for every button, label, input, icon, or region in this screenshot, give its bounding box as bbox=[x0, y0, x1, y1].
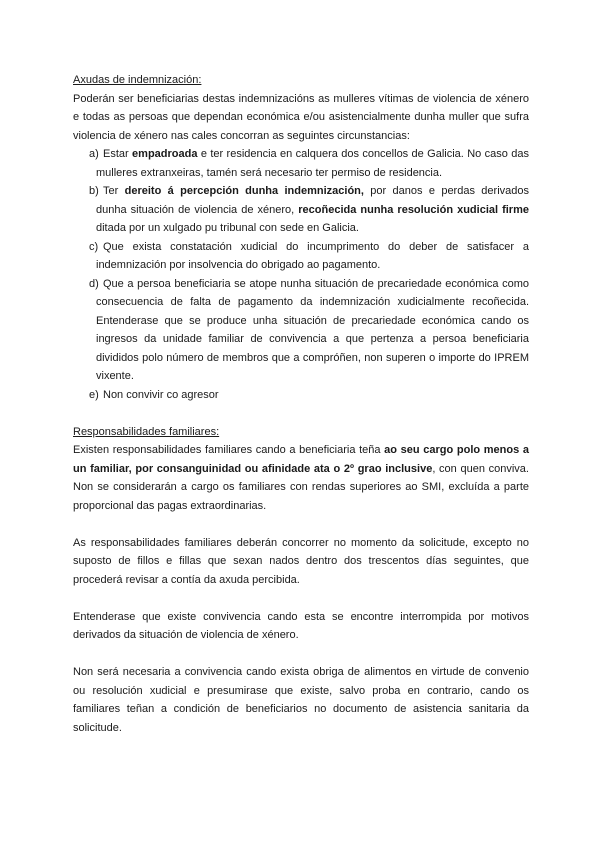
item-text: Que a persoa beneficiaria se atope nunha situación de precariedade económica como consecuencia de falta de pagamento da indemnización xudicialmente recoñecida. Entenderase que se produce unha situación de precariedade económica cando os ingresos da unidade familiar de convivencia a que pertenza a persoa beneficiaria divididos polo número de membros que a compróñen, non superen o importe do IPREM vixente. bbox=[96, 277, 529, 382]
section-intro: Poderán ser beneficiarias destas indemnizacións as mulleres vítimas de violencia de xénero e todas as persoas que dependan económica e/ou asistencialmente dunha muller que sufra violencia de xénero nas cales concorran as seguintes circunstancias: bbox=[73, 92, 529, 142]
item-bold-text: empadroada bbox=[132, 148, 198, 160]
list-marker: c) bbox=[89, 240, 99, 253]
list-item bbox=[73, 145, 529, 182]
section-heading-responsabilidades: Responsabilidades familiares: bbox=[73, 425, 220, 438]
document-body bbox=[73, 71, 529, 737]
item-bold-text: recoñecida nunha resolución xudicial firme bbox=[298, 203, 529, 216]
paragraph-bold-text: ao seu cargo polo menos a un familiar, por consanguinidad ou afinidade ata o 2º grao inclusive bbox=[73, 444, 529, 475]
paragraph-text: , con quen conviva. Non se considerarán a cargo os familiares con rendas superiores ao SMI, excluída a parte proporcional das pagas extraordinarias. bbox=[73, 462, 529, 512]
paragraph-text: Existen responsabilidades familiares cando a beneficiaria teña bbox=[73, 444, 385, 456]
paragraph-convivencia-interrompida: Entenderase que existe convivencia cando esta se encontre interrompida por motivos derivados da situación de violencia de xénero. bbox=[73, 610, 529, 641]
list-item bbox=[73, 275, 529, 386]
item-text: Ter bbox=[103, 185, 125, 197]
list-item bbox=[73, 238, 529, 275]
item-bold-text: dereito á percepción dunha indemnización, bbox=[124, 185, 364, 197]
paragraph-convivencia-non-necesaria: Non será necesaria a convivencia cando exista obriga de alimentos en virtude de convenio ou resolución xudicial e presumirase que existe, salvo proba en contrario, cando os familiares teñan a condición de beneficiarios no documento de asistencia sanitaria da solicitude. bbox=[73, 666, 529, 734]
item-text: por danos e perdas derivados dunha situación de violencia de xénero, bbox=[96, 185, 529, 216]
list-marker: e) bbox=[89, 388, 99, 401]
list-marker: a) bbox=[89, 148, 99, 160]
section-heading-indemnizacion: Axudas de indemnización: bbox=[73, 74, 202, 86]
item-text: e ter residencia en calquera dos concellos de Galicia. No caso das mulleres extranxeiras, tamén será necesario ter permiso de residencia. bbox=[96, 148, 529, 179]
item-text: Non convivir co agresor bbox=[103, 388, 219, 401]
list-item bbox=[73, 386, 529, 405]
item-text: Estar bbox=[103, 148, 133, 160]
paragraph-responsabilidades bbox=[73, 441, 529, 515]
item-text: ditada por un xulgado pu tribunal con sede en Galicia. bbox=[96, 222, 359, 234]
list-item bbox=[73, 182, 529, 238]
list-marker: d) bbox=[89, 277, 99, 290]
paragraph-momento-solicitude: As responsabilidades familiares deberán concorrer no momento da solicitude, excepto no suposto de fillos e fillas que sexan nados dentro dos trescentos días seguintes, que procederá revisar a contía da axuda percibida. bbox=[73, 536, 529, 586]
requirements-list bbox=[73, 145, 529, 404]
list-marker: b) bbox=[89, 185, 99, 197]
item-text: Que exista constatación xudicial do incumprimento do deber de satisfacer a indemnización por insolvencia do obrigado ao pagamento. bbox=[96, 240, 529, 271]
